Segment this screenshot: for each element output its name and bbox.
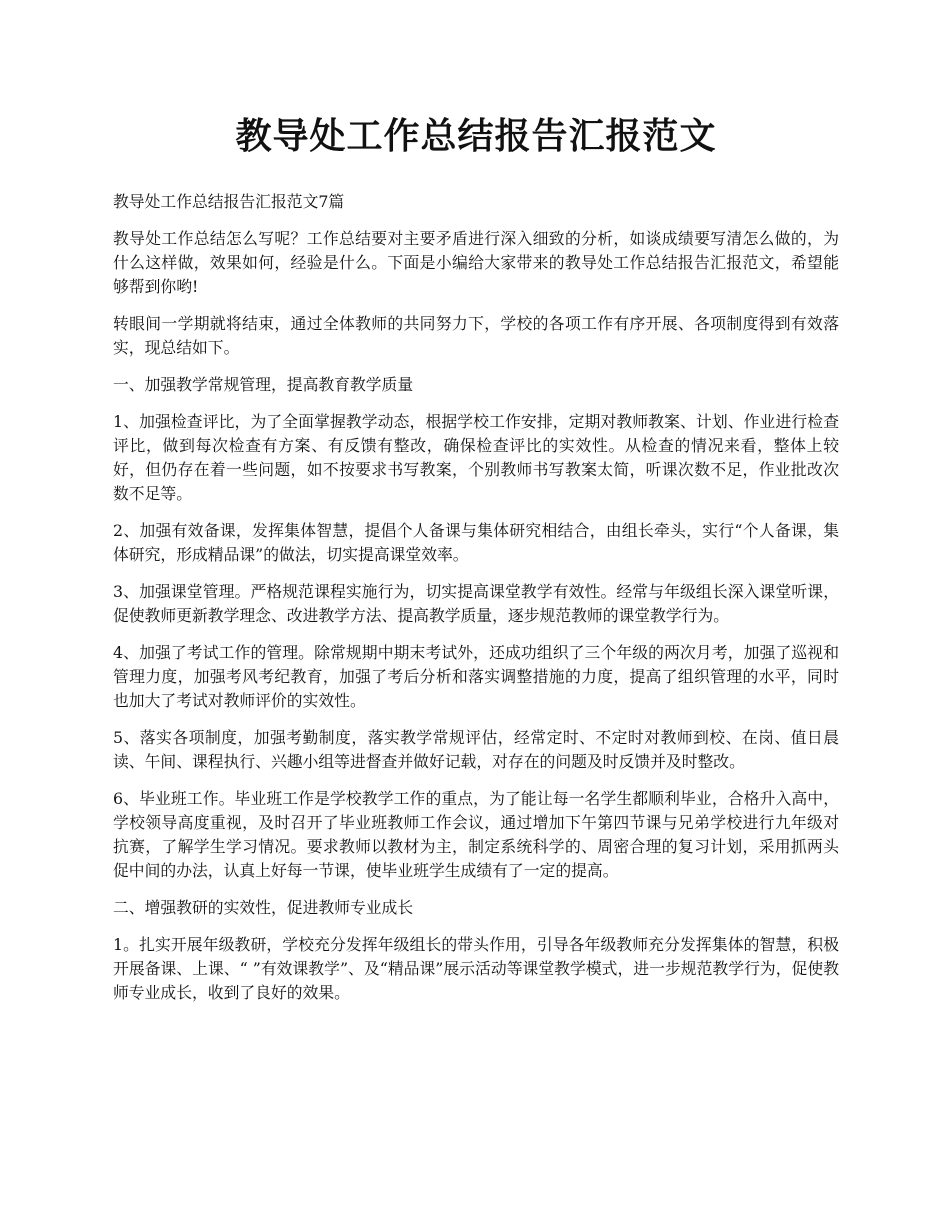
- body-paragraph-3: 3、加强课堂管理。严格规范课程实施行为，切实提高课堂教学有效性。经常与年级组长深入课堂听课，促使教师更新教学理念、改进教学方法、提高教学质量，逐步规范教师的课堂教学行为。: [113, 582, 839, 625]
- intro-paragraph: 教导处工作总结怎么写呢？工作总结要对主要矛盾进行深入细致的分析，如谈成绩要写清怎么做的，为什么这样做，效果如何，经验是什么。下面是小编给大家带来的教导处工作总结报告汇报范文，希望能够帮到你哟!: [113, 229, 839, 296]
- body-paragraph-1: 1、加强检查评比，为了全面掌握教学动态，根据学校工作安排，定期对教师教案、计划、作业进行检查评比，做到每次检查有方案、有反馈有整改，确保检查评比的实效性。从检查的情况来看，整体上较好，但仍存在着一些问题，如不按要求书写教案，个别教师书写教案太简，听课次数不足，作业批改次数不足等。: [113, 412, 839, 503]
- body-paragraph-7: 1。扎实开展年级教研，学校充分发挥年级组长的带头作用，引导各年级教师充分发挥集体的智慧，积极开展备课、上课、“ ”有效课教学”、及“精品课”展示活动等课堂教学模式，进一步规范教学行为，促使教师专业成长，收到了良好的效果。: [113, 935, 839, 1002]
- section-heading-2: 二、增强教研的实效性，促进教师专业成长: [113, 898, 414, 917]
- document-title: 教导处工作总结报告汇报范文: [235, 115, 717, 157]
- document-page: [113, 110, 839, 1018]
- subtitle-paragraph: 教导处工作总结报告汇报范文7篇: [113, 192, 345, 211]
- body-paragraph-4: 4、加强了考试工作的管理。除常规期中期末考试外，还成功组织了三个年级的两次月考，加强了巡视和管理力度，加强考风考纪教育，加强了考后分析和落实调整措施的力度，提高了组织管理的水平，同时也加大了考试对教师评价的实效性。: [113, 643, 839, 710]
- body-paragraph-6: 6、毕业班工作。毕业班工作是学校教学工作的重点，为了能让每一名学生都顺利毕业，合格升入高中，学校领导高度重视，及时召开了毕业班教师工作会议，通过增加下午第四节课与兄弟学校进行九年级对抗赛，了解学生学习情况。要求教师以教材为主，制定系统科学的、周密合理的复习计划，采用抓两头促中间的办法，认真上好每一节课，使毕业班学生成绩有了一定的提高。: [113, 789, 839, 880]
- body-paragraph-5: 5、落实各项制度，加强考勤制度，落实教学常规评估，经常定时、不定时对教师到校、在岗、值日晨读、午间、课程执行、兴趣小组等进督查并做好记载，对存在的问题及时反馈并及时整改。: [113, 728, 839, 771]
- summary-paragraph: 转眼间一学期就将结束，通过全体教师的共同努力下，学校的各项工作有序开展、各项制度得到有效落实，现总结如下。: [113, 314, 839, 357]
- section-heading-1: 一、加强教学常规管理，提高教育教学质量: [113, 375, 414, 394]
- body-paragraph-2: 2、加强有效备课，发挥集体智慧，提倡个人备课与集体研究相结合，由组长牵头，实行“个人备课，集体研究，形成精品课”的做法，切实提高课堂效率。: [113, 521, 839, 564]
